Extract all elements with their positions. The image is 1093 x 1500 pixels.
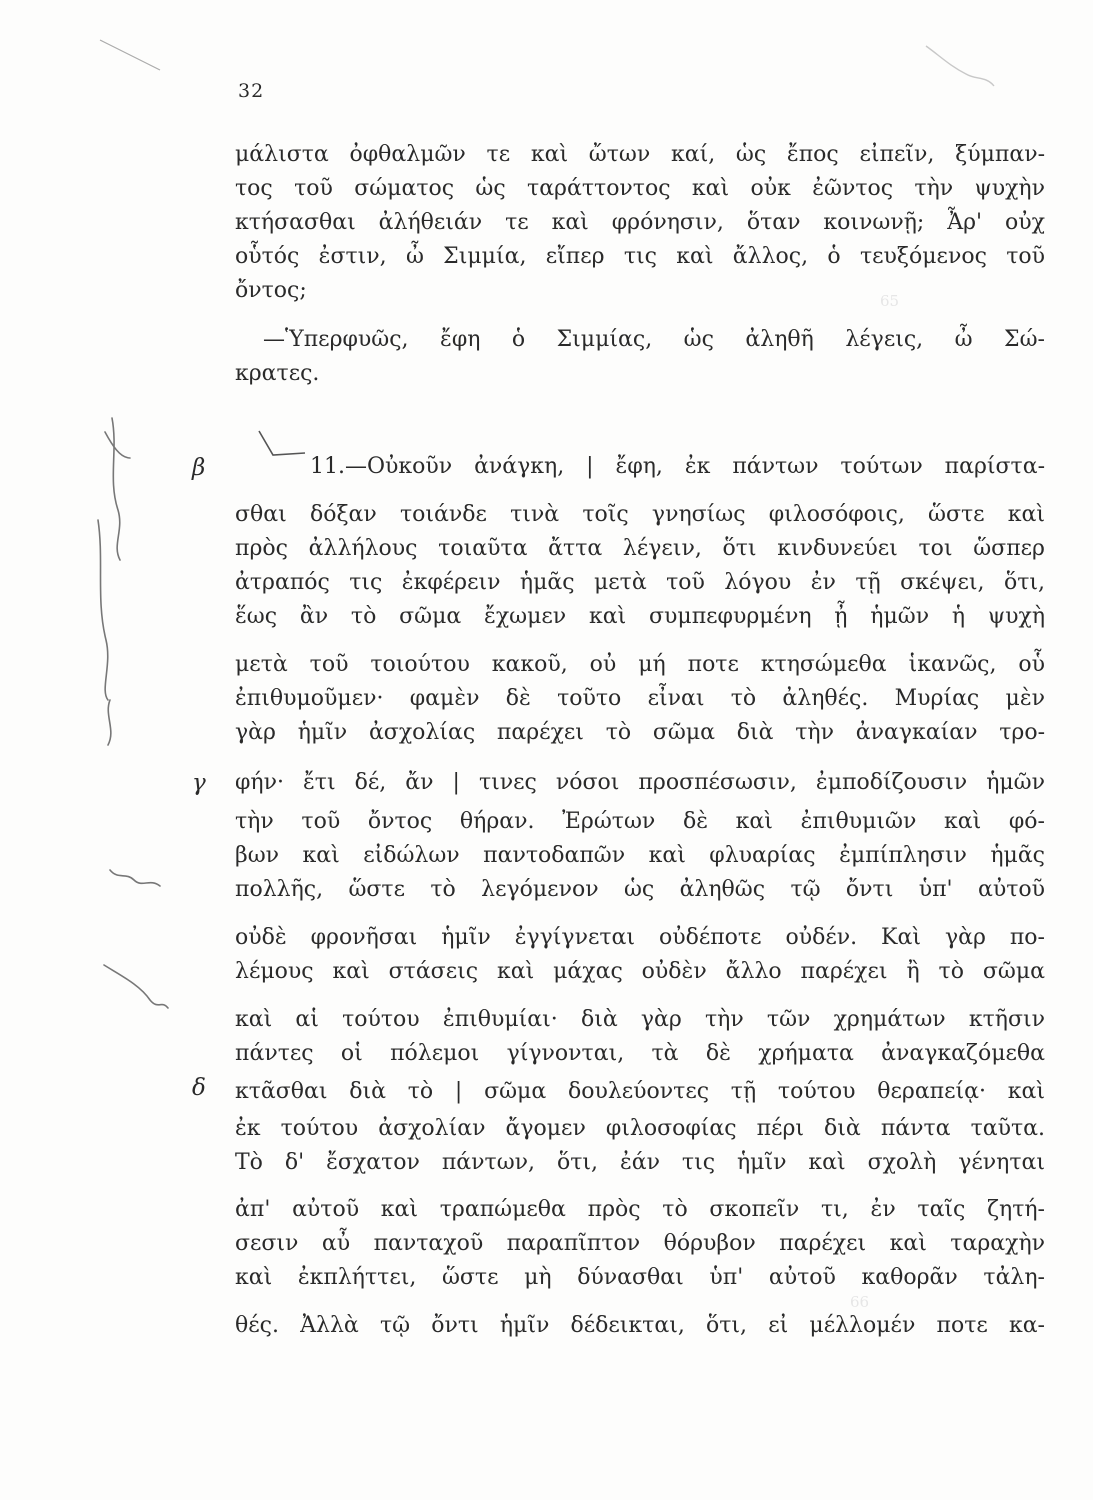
text-line: γὰρ ἡμῖν ἀσχολίας παρέχει τὸ σῶμα διὰ τὴν ἀναγκαίαν τρο- (235, 720, 1045, 745)
margin-letter-gamma: γ (192, 770, 206, 796)
text-line: κρατες. (235, 361, 320, 386)
handwritten-annotations (0, 0, 200, 1100)
text-line: κτᾶσθαι διὰ τὸ | σῶμα δουλεύοντες τῇ τούτου θεραπείᾳ· καὶ (235, 1079, 1045, 1104)
text-line: λέμους καὶ στάσεις καὶ μάχας οὐδὲν ἄλλο παρέχει ἢ τὸ σῶμα (235, 959, 1045, 984)
text-line: πολλῆς, ὥστε τὸ λεγόμενον ὡς ἀληθῶς τῷ ὄντι ὑπ' αὐτοῦ (235, 877, 1045, 902)
handwritten-mark-top-right (920, 36, 1000, 96)
text-line: ὄντος; (235, 278, 307, 303)
text-line: ἕως ἂν τὸ σῶμα ἔχωμεν καὶ συμπεφυρμένη ᾖ ἡμῶν ἡ ψυχὴ (235, 604, 1045, 629)
text-line: οὗτός ἐστιν, ὦ Σιμμία, εἴπερ τις καὶ ἄλλος, ὁ τευξόμενος τοῦ (235, 244, 1045, 269)
text-line: σθαι δόξαν τοιάνδε τινὰ τοῖς γνησίως φιλοσόφοις, ὥστε καὶ (235, 502, 1045, 527)
text-line: πάντες οἱ πόλεμοι γίγνονται, τὰ δὲ χρήματα ἀναγκαζόμεθα (235, 1041, 1045, 1066)
text-line: ἀτραπός τις ἐκφέρειν ἡμᾶς μετὰ τοῦ λόγου ἐν τῇ σκέψει, ὅτι, (235, 570, 1045, 595)
bleed-through: 65 (880, 292, 900, 310)
text-line: οὐδὲ φρονῆσαι ἡμῖν ἐγγίγνεται οὐδέποτε οὐδέν. Καὶ γὰρ πο- (235, 925, 1045, 950)
margin-letter-delta: δ (192, 1075, 206, 1101)
text-line: καὶ ἐκπλήττει, ὥστε μὴ δύνασθαι ὑπ' αὐτοῦ καθορᾶν τἀλη- (235, 1265, 1045, 1290)
text-line: βων καὶ εἰδώλων παντοδαπῶν καὶ φλυαρίας ἐμπίπλησιν ἡμᾶς (235, 843, 1045, 868)
text-line: τὴν τοῦ ὄντος θήραν. Ἐρώτων δὲ καὶ ἐπιθυμιῶν καὶ φό- (235, 809, 1045, 834)
margin-letter-beta: β (192, 455, 206, 481)
text-line: —Ὑπερφυῶς, ἔφη ὁ Σιμμίας, ὡς ἀληθῆ λέγεις, ὦ Σώ- (263, 327, 1045, 352)
text-line: ἐπιθυμοῦμεν· φαμὲν δὲ τοῦτο εἶναι τὸ ἀληθές. Μυρίας μὲν (235, 686, 1045, 711)
text-line: μετὰ τοῦ τοιούτου κακοῦ, οὐ μή ποτε κτησώμεθα ἱκανῶς, οὗ (235, 652, 1045, 677)
text-line: σεσιν αὖ πανταχοῦ παραπῖπτον θόρυβον παρέχει καὶ ταραχὴν (235, 1231, 1045, 1256)
text-line: φήν· ἔτι δέ, ἄν | τινες νόσοι προσπέσωσιν, ἐμποδίζουσιν ἡμῶν (235, 770, 1045, 795)
text-line: ἀπ' αὐτοῦ καὶ τραπώμεθα πρὸς τὸ σκοπεῖν τι, ἐν ταῖς ζητή- (235, 1197, 1045, 1222)
checkmark-annotation (255, 425, 315, 465)
text-line: πρὸς ἀλλήλους τοιαῦτα ἄττα λέγειν, ὅτι κινδυνεύει τοι ὥσπερ (235, 536, 1045, 561)
text-line: ἐκ τούτου ἀσχολίαν ἄγομεν φιλοσοφίας πέρι διὰ πάντα ταῦτα. (235, 1116, 1045, 1141)
text-line: κτήσασθαι ἀλήθειάν τε καὶ φρόνησιν, ὅταν κοινωνῇ; Ἆρ' οὐχ (235, 210, 1045, 235)
page-number: 32 (238, 80, 265, 102)
text-line: Τὸ δ' ἔσχατον πάντων, ὅτι, ἐάν τις ἡμῖν καὶ σχολὴ γένηται (235, 1150, 1045, 1175)
text-line: καὶ αἱ τούτου ἐπιθυμίαι· διὰ γὰρ τὴν τῶν χρημάτων κτῆσιν (235, 1007, 1045, 1032)
text-line: μάλιστα ὀφθαλμῶν τε καὶ ὤτων καί, ὡς ἔπος εἰπεῖν, ξύμπαν- (235, 142, 1045, 167)
text-line: θές. Ἀλλὰ τῷ ὄντι ἡμῖν δέδεικται, ὅτι, εἰ μέλλομέν ποτε κα- (235, 1313, 1045, 1338)
bleed-through: 66 (850, 1293, 870, 1311)
text-line: τος τοῦ σώματος ὡς ταράττοντος καὶ οὐκ ἐῶντος τὴν ψυχὴν (235, 176, 1045, 201)
text-line: 11.—Οὐκοῦν ἀνάγκη, | ἔφη, ἐκ πάντων τούτων παρίστα- (310, 454, 1045, 479)
